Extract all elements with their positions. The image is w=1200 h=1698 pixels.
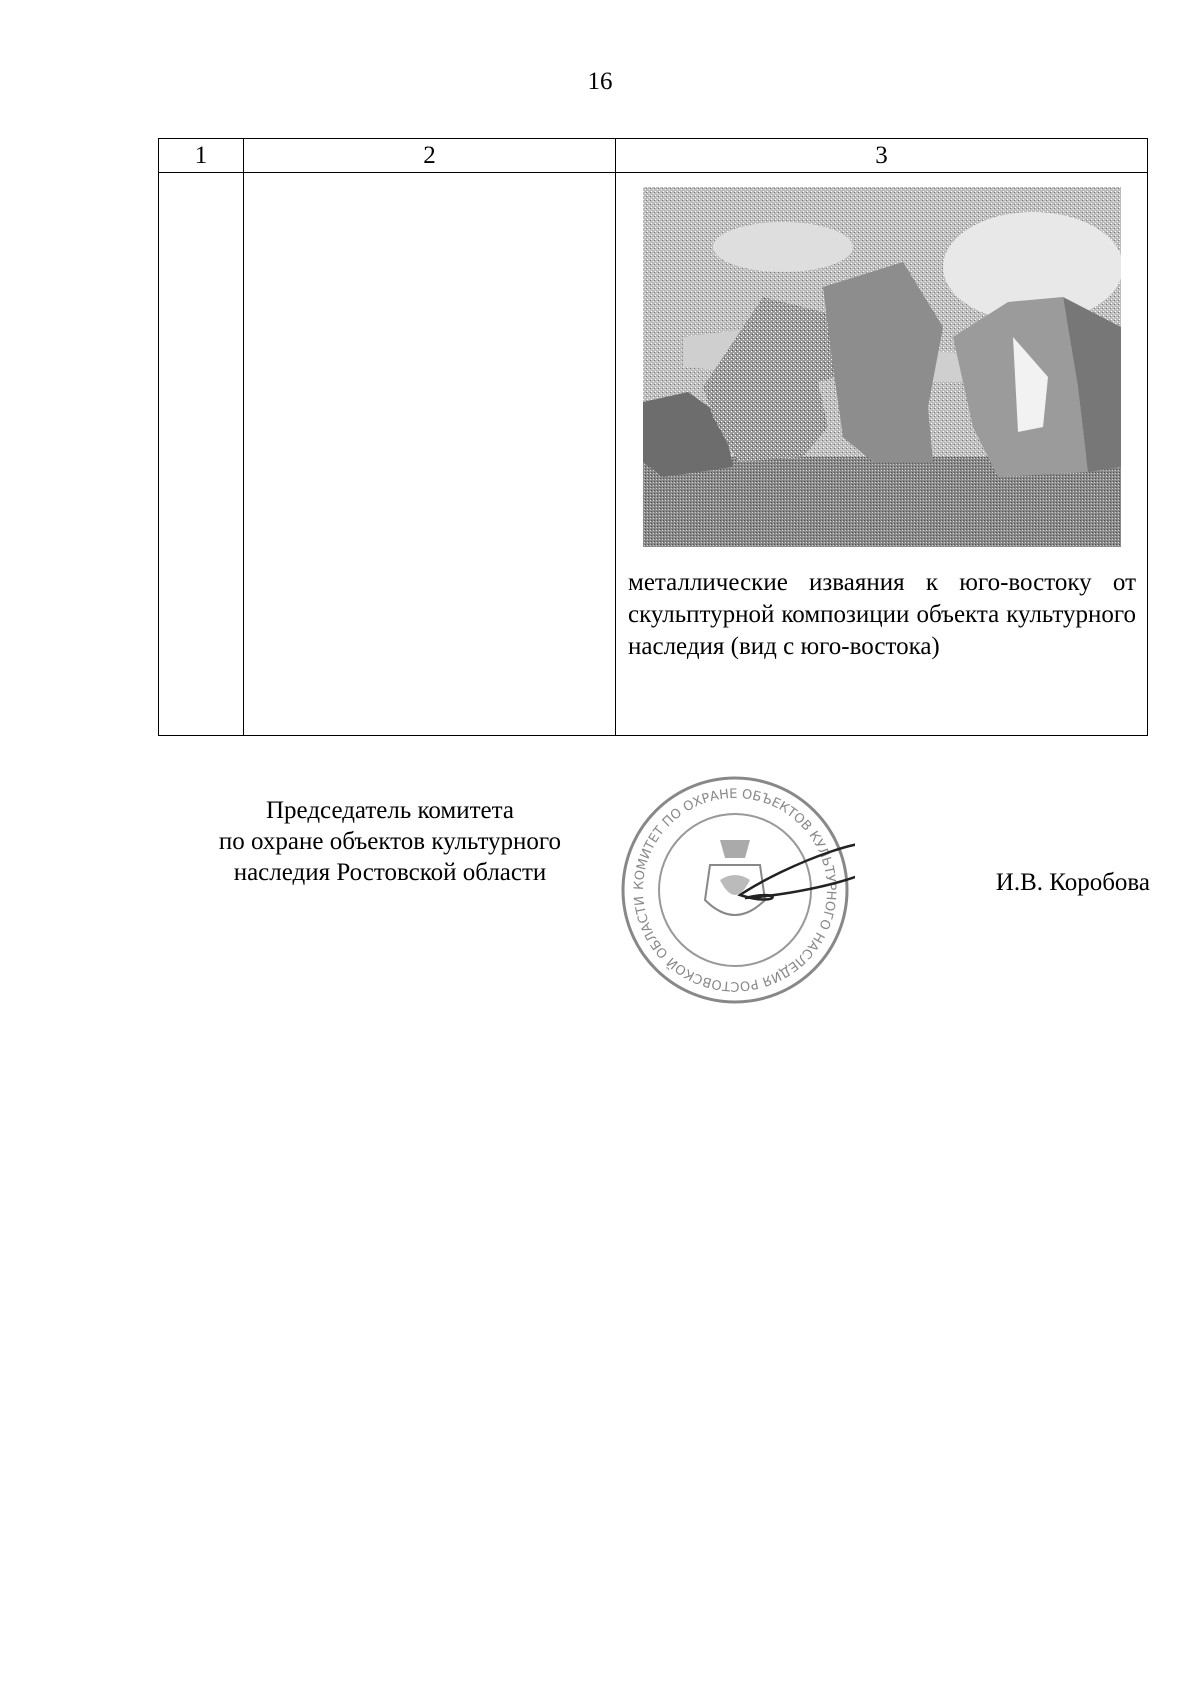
signer-position [190,795,590,888]
photo-caption: металлические изваяния к юго-востоку от скульптурной композиции объекта культурного наследия (вид с юго-востока) [628,569,1136,660]
position-line: по охране объектов культурного [218,828,562,855]
position-line: Председатель комитета [266,797,514,824]
table-header-row [159,139,1148,173]
sculpture-photo [643,187,1121,547]
official-seal-icon [615,770,855,1010]
signature-block [150,786,1150,1015]
table-cell-photo [616,173,1148,736]
document-table [158,138,1148,736]
table-header-cell: 3 [616,139,1148,173]
table-cell-number [159,173,244,736]
table-header-cell: 2 [244,139,616,173]
table-row [159,173,1148,736]
position-line: наследия Ростовской области [233,859,547,886]
table-header-cell: 1 [159,139,244,173]
page-number: 16 [587,68,613,95]
signer-name: И.В. Коробова [995,869,1150,896]
seal-text: КОМИТЕТ ПО ОХРАНЕ ОБЪЕКТОВ КУЛЬТУРНОГО НАСЛЕДИЯ РОСТОВСКОЙ ОБЛАСТИ [631,786,839,994]
table-cell-description [244,173,616,736]
